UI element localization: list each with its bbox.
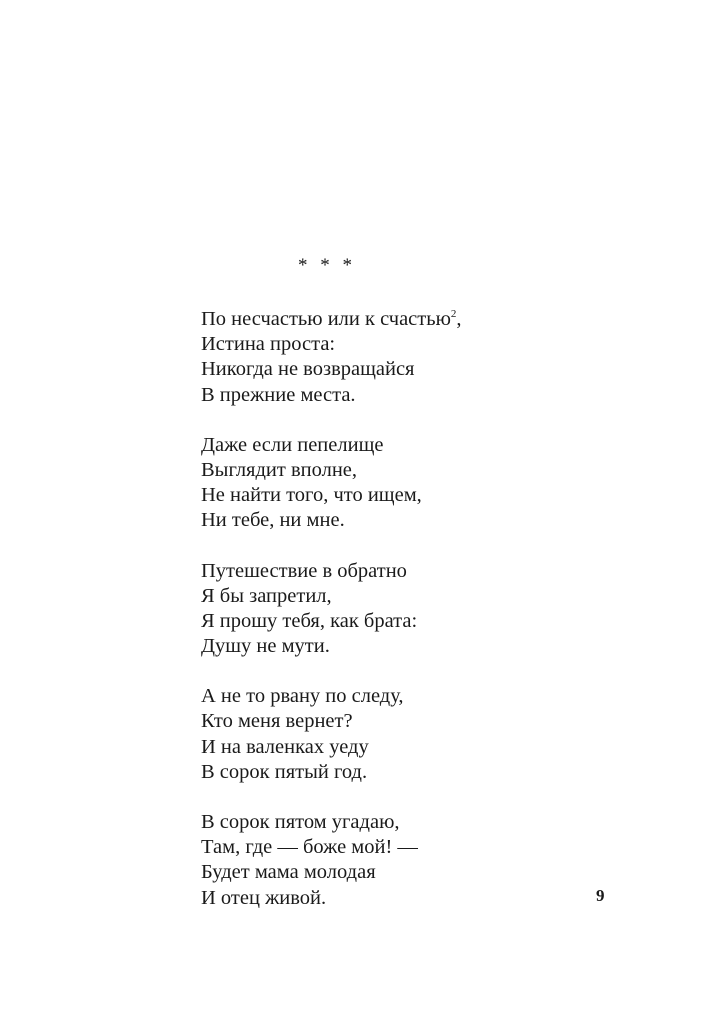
- poem-line: Кто меня вернет?: [201, 710, 353, 733]
- poem-line: По несчастью или к счастью$^2$,: [201, 308, 462, 330]
- poem-line: Выглядит вполне,: [201, 458, 358, 481]
- poem: [201, 307, 581, 936]
- poem-line: В сорок пятый год.: [201, 760, 368, 783]
- poem-line: Не найти того, что ищем,: [201, 484, 422, 507]
- poem-line: И на валенках уеду: [201, 735, 369, 758]
- poem-line: Никогда не возвращайся: [201, 358, 415, 381]
- stanza: [201, 307, 581, 408]
- poem-line: Там, где — боже мой! —: [201, 836, 418, 859]
- poem-line: Душу не мути.: [201, 635, 330, 658]
- poem-line: Ни тебе, ни мне.: [201, 509, 345, 532]
- footnote-reference: 2: [450, 308, 457, 320]
- section-separator: * * *: [298, 255, 352, 276]
- stanza: [201, 684, 581, 785]
- stanza: [201, 559, 581, 660]
- stanza: [201, 433, 581, 534]
- poem-line: Даже если пепелище: [201, 433, 384, 456]
- stanza: [201, 810, 581, 911]
- poem-line: А не то рвану по следу,: [201, 685, 404, 708]
- poem-line: В сорок пятом угадаю,: [201, 811, 400, 833]
- page-number: 9: [596, 886, 605, 905]
- poem-line: Я прошу тебя, как брата:: [201, 609, 418, 632]
- poem-line: Истина проста:: [201, 333, 336, 356]
- poem-line: Я бы запретил,: [201, 584, 332, 607]
- poem-line: В прежние места.: [201, 383, 356, 406]
- poem-line: Путешествие в обратно: [201, 559, 407, 582]
- poem-line: И отец живой.: [201, 886, 327, 909]
- poem-line: Будет мама молодая: [201, 861, 376, 884]
